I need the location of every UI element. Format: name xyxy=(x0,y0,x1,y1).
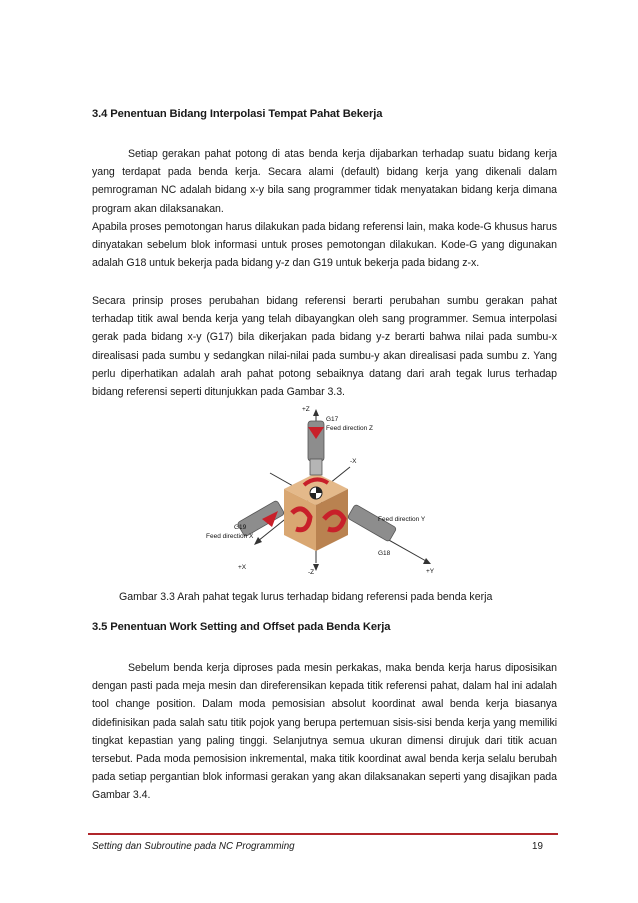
plus-y-arrowhead xyxy=(423,558,431,564)
section-3-4-paragraph-2: Apabila proses pemotongan harus dilakukan pada bidang referensi lain, maka kode-G khusus harus dinyatakan sebelum blok informasi untuk proses pemotongan dilakukan. Kode-G yang digunakan adalah G18 untuk bekerja pada bidang y-z dan G19 untuk bekerja pada bidang z-x. xyxy=(92,221,557,270)
label-feed-direction-z: Feed direction Z xyxy=(326,425,373,432)
footer-title: Setting dan Subroutine pada NC Programming xyxy=(92,841,295,852)
label-plus-y: +Y xyxy=(426,568,435,575)
section-3-5-paragraph-1: Sebelum benda kerja diproses pada mesin perkakas, maka benda kerja harus diposisikan dengan pasti pada meja mesin dan direferensikan kepada titik referensi pahat, dalam hal ini adalah tool change position. Dalam moda pemosisian absolut koordinat awal benda kerja biasanya didefinisikan pada salah satu titik pojok yang berupa pertemuan sisis-sisi benda kerja yang memiliki tingkat kepastian yang paling tinggi. Selanjutnya semua ukuran dimensi dirujuk dari titik acuan tersebut. Pada moda pemosision inkremental, maka titik koordinat awal benda kerja selalu berubah pada setiap pergantian blok informasi gerakan yang akan dilaksanakan seperti yang disajikan pada Gambar 3.4. xyxy=(92,662,557,802)
footer-divider xyxy=(88,833,558,835)
label-minus-z: -Z xyxy=(308,569,315,575)
label-feed-direction-y: Feed direction Y xyxy=(378,516,426,523)
section-3-4-heading: 3.4 Penentuan Bidang Interpolasi Tempat Pahat Bekerja xyxy=(92,108,383,120)
figure-3-3-caption: Gambar 3.3 Arah pahat tegak lurus terhadap bidang referensi pada benda kerja xyxy=(119,591,493,603)
tool-g18 xyxy=(347,504,397,542)
label-plus-x: +X xyxy=(238,564,247,571)
section-3-4-paragraph-1: Setiap gerakan pahat potong di atas benda kerja dijabarkan terhadap suatu bidang kerja yang terdapat pada benda kerja. Secara alami (default) bidang kerja yang dikenali dalam pemrograman NC adalah bidang x-y bila sang programmer tidak menyatakan bidang kerja dimana program akan dilaksanakan. xyxy=(92,148,557,215)
page-number: 19 xyxy=(532,841,543,852)
figure-3-3-cutting-planes xyxy=(200,401,442,575)
label-minus-x: -X xyxy=(350,458,357,465)
label-g19: G19 xyxy=(234,524,247,531)
label-feed-direction-x: Feed direction X xyxy=(206,533,254,540)
label-g18: G18 xyxy=(378,550,391,557)
section-3-4-paragraph-3: Secara prinsip proses perubahan bidang referensi berarti perubahan sumbu gerakan pahat terhadap titik awal benda kerja yang telah dibayangkan oleh sang programmer. Semua interpolasi gerak pada bidang x-y (G17) bila dikerjakan pada bidang y-z berarti bahwa nilai pada sumbu-x direalisasi pada sumbu y sedangkan nilai-nilai pada sumbu-y akan direalisasi pada sumbu z. Yang perlu diperhatikan adalah arah pahat potong sebaiknya datang dari arah tegak lurus terhadap bidang referensi seperti ditunjukkan pada Gambar 3.3. xyxy=(92,295,557,399)
label-plus-z: +Z xyxy=(302,406,310,413)
label-g17: G17 xyxy=(326,416,339,423)
section-3-5-heading: 3.5 Penentuan Work Setting and Offset pada Benda Kerja xyxy=(92,621,391,633)
tool-g19 xyxy=(237,500,285,537)
z-axis-arrowhead xyxy=(313,409,319,416)
